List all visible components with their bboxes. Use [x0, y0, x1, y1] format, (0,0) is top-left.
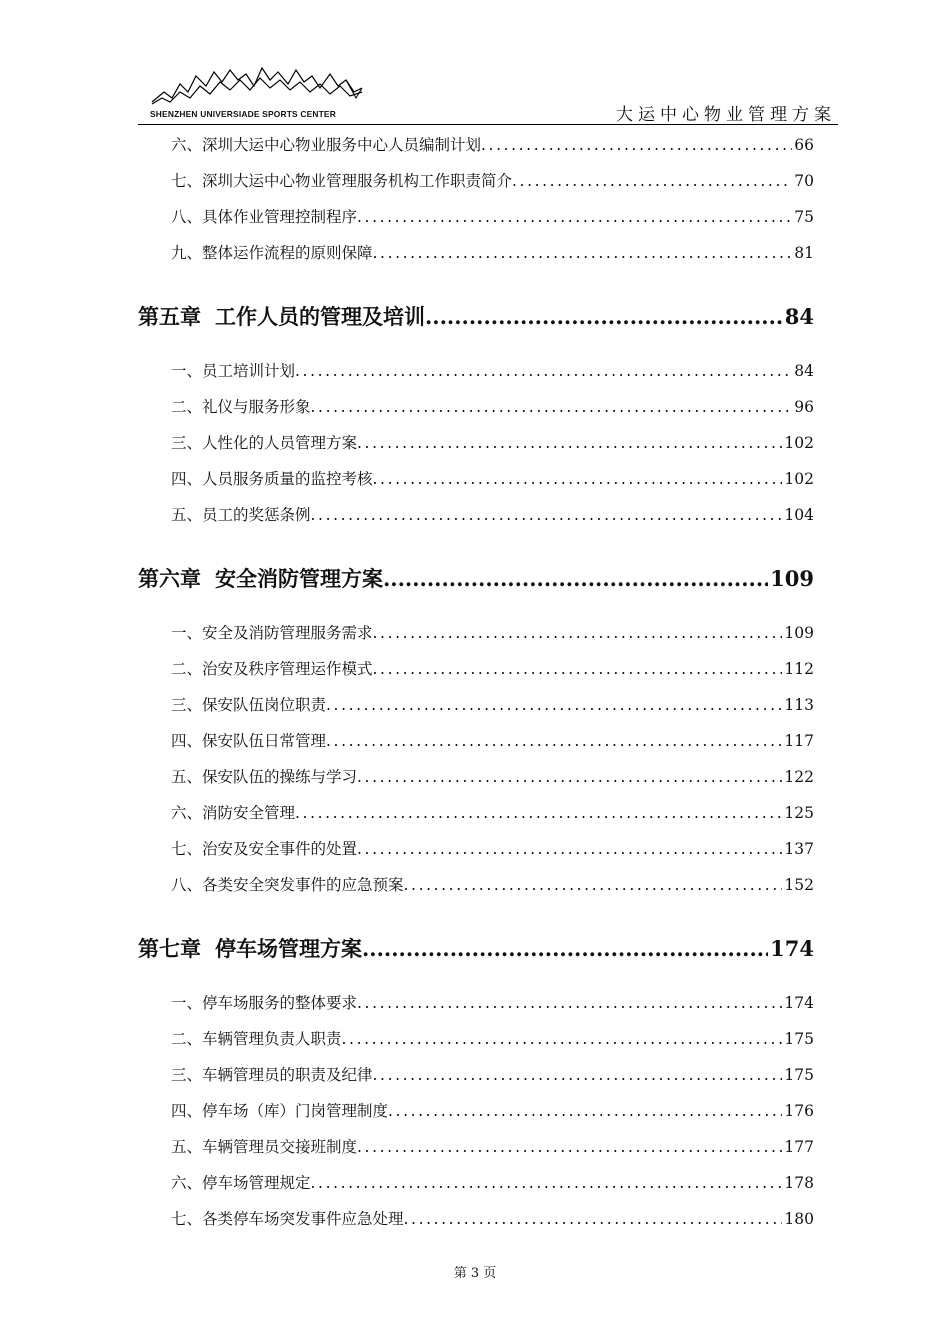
toc-item-page: 102 — [784, 434, 814, 452]
toc-item-label: 一、安全及消防管理服务需求 — [171, 624, 373, 642]
toc-item[interactable] — [138, 389, 814, 425]
leader-dots — [357, 425, 782, 461]
toc-item-page: 112 — [784, 660, 814, 678]
leader-dots — [362, 927, 768, 971]
leader-dots — [373, 651, 783, 687]
toc-item[interactable] — [138, 759, 814, 795]
leader-dots — [295, 795, 782, 831]
toc-item-label: 四、保安队伍日常管理 — [171, 732, 327, 750]
leader-dots — [311, 389, 793, 425]
leader-dots — [512, 163, 792, 199]
logo — [138, 60, 368, 122]
toc-item-label: 六、消防安全管理 — [171, 804, 296, 822]
toc-item-label: 二、礼仪与服务形象 — [171, 398, 311, 416]
chapter-title: 安全消防管理方案 — [215, 566, 383, 591]
toc-item[interactable] — [138, 163, 814, 199]
toc-item-label: 三、保安队伍岗位职责 — [171, 696, 327, 714]
toc-item-label: 三、人性化的人员管理方案 — [171, 434, 358, 452]
leader-dots — [481, 127, 792, 163]
toc-item-page: 113 — [784, 696, 814, 714]
toc-item-page: 117 — [784, 732, 814, 750]
toc-chapter-5[interactable] — [138, 295, 814, 339]
toc-item-page: 175 — [784, 1030, 814, 1048]
toc-item[interactable] — [138, 235, 814, 271]
toc-item-page: 102 — [784, 470, 814, 488]
toc-item[interactable] — [138, 1093, 814, 1129]
toc-item[interactable] — [138, 867, 814, 903]
leader-dots — [388, 1093, 782, 1129]
chapter-page: 109 — [770, 566, 814, 591]
toc-item-label: 五、车辆管理员交接班制度 — [171, 1138, 358, 1156]
leader-dots — [373, 615, 783, 651]
leader-dots — [404, 1201, 783, 1237]
chapter-title: 工作人员的管理及培训 — [215, 304, 425, 329]
chapter-page: 84 — [784, 304, 814, 329]
toc-item-page: 75 — [794, 208, 814, 226]
toc-item-label: 三、车辆管理员的职责及纪律 — [171, 1066, 373, 1084]
toc-item[interactable] — [138, 687, 814, 723]
leader-dots — [404, 867, 783, 903]
toc-item-label: 一、员工培训计划 — [171, 362, 296, 380]
zigzag-skyline-logo-icon — [150, 62, 364, 110]
chapter-number: 第七章 — [138, 936, 201, 961]
leader-dots — [326, 687, 782, 723]
toc-item[interactable] — [138, 795, 814, 831]
toc-item-label: 五、保安队伍的操练与学习 — [171, 768, 358, 786]
leader-dots — [357, 985, 782, 1021]
toc-chapter-6[interactable] — [138, 557, 814, 601]
toc-item-page: 125 — [784, 804, 814, 822]
page-number: 第 3 页 — [453, 1266, 497, 1281]
toc-item-page: 175 — [784, 1066, 814, 1084]
toc-chapter-7[interactable] — [138, 927, 814, 971]
toc-item[interactable] — [138, 461, 814, 497]
toc-item-page: 137 — [784, 840, 814, 858]
toc-item-label: 六、深圳大运中心物业服务中心人员编制计划 — [171, 136, 482, 154]
toc-item-page: 96 — [794, 398, 814, 416]
toc-item-label: 一、停车场服务的整体要求 — [171, 994, 358, 1012]
leader-dots — [295, 353, 792, 389]
toc-item-label: 七、各类停车场突发事件应急处理 — [171, 1210, 404, 1228]
leader-dots — [357, 831, 782, 867]
toc-item[interactable] — [138, 651, 814, 687]
toc-item[interactable] — [138, 1057, 814, 1093]
toc-item[interactable] — [138, 425, 814, 461]
toc-item[interactable] — [138, 831, 814, 867]
header-rule — [138, 124, 838, 125]
toc-item[interactable] — [138, 353, 814, 389]
toc-item-page: 174 — [784, 994, 814, 1012]
toc-item-page: 178 — [784, 1174, 814, 1192]
toc-item-page: 104 — [784, 506, 814, 524]
toc-item-label: 八、具体作业管理控制程序 — [171, 208, 358, 226]
leader-dots — [373, 235, 793, 271]
table-of-contents — [138, 127, 814, 1237]
toc-item-page: 176 — [784, 1102, 814, 1120]
toc-item-label: 七、深圳大运中心物业管理服务机构工作职责简介 — [171, 172, 513, 190]
toc-item-label: 九、整体运作流程的原则保障 — [171, 244, 373, 262]
chapter-page: 174 — [770, 936, 814, 961]
toc-item-page: 109 — [784, 624, 814, 642]
toc-item[interactable] — [138, 723, 814, 759]
leader-dots — [425, 295, 783, 339]
toc-item-page: 180 — [784, 1210, 814, 1228]
leader-dots — [342, 1021, 783, 1057]
toc-item[interactable] — [138, 1165, 814, 1201]
leader-dots — [357, 199, 792, 235]
toc-item-label: 二、治安及秩序管理运作模式 — [171, 660, 373, 678]
chapter-number: 第五章 — [138, 304, 201, 329]
leader-dots — [383, 557, 768, 601]
toc-item[interactable] — [138, 1021, 814, 1057]
toc-item-page: 152 — [784, 876, 814, 894]
toc-item-label: 四、人员服务质量的监控考核 — [171, 470, 373, 488]
toc-item-page: 122 — [784, 768, 814, 786]
toc-item[interactable] — [138, 1201, 814, 1237]
toc-item[interactable] — [138, 1129, 814, 1165]
leader-dots — [373, 1057, 783, 1093]
toc-item[interactable] — [138, 497, 814, 533]
toc-item-page: 70 — [794, 172, 814, 190]
toc-item-label: 四、停车场（库）门岗管理制度 — [171, 1102, 389, 1120]
toc-item[interactable] — [138, 985, 814, 1021]
leader-dots — [311, 1165, 783, 1201]
header-title: 大运中心物业管理方案 — [616, 105, 836, 125]
toc-item-page: 81 — [794, 244, 814, 262]
logo-text: SHENZHEN UNIVERSIADE SPORTS CENTER — [150, 109, 336, 119]
toc-item-page: 177 — [784, 1138, 814, 1156]
toc-item[interactable] — [138, 615, 814, 651]
page-footer — [0, 1262, 950, 1281]
chapter-number: 第六章 — [138, 566, 201, 591]
toc-item-page: 66 — [794, 136, 814, 154]
chapter-title: 停车场管理方案 — [215, 936, 362, 961]
leader-dots — [311, 497, 783, 533]
toc-item[interactable] — [138, 127, 814, 163]
leader-dots — [357, 759, 782, 795]
toc-item-label: 八、各类安全突发事件的应急预案 — [171, 876, 404, 894]
leader-dots — [326, 723, 782, 759]
toc-item-label: 七、治安及安全事件的处置 — [171, 840, 358, 858]
toc-item-label: 二、车辆管理负责人职责 — [171, 1030, 342, 1048]
toc-item-page: 84 — [794, 362, 814, 380]
leader-dots — [373, 461, 783, 497]
page-header — [138, 60, 838, 126]
leader-dots — [357, 1129, 782, 1165]
toc-item[interactable] — [138, 199, 814, 235]
toc-item-label: 六、停车场管理规定 — [171, 1174, 311, 1192]
toc-item-label: 五、员工的奖惩条例 — [171, 506, 311, 524]
